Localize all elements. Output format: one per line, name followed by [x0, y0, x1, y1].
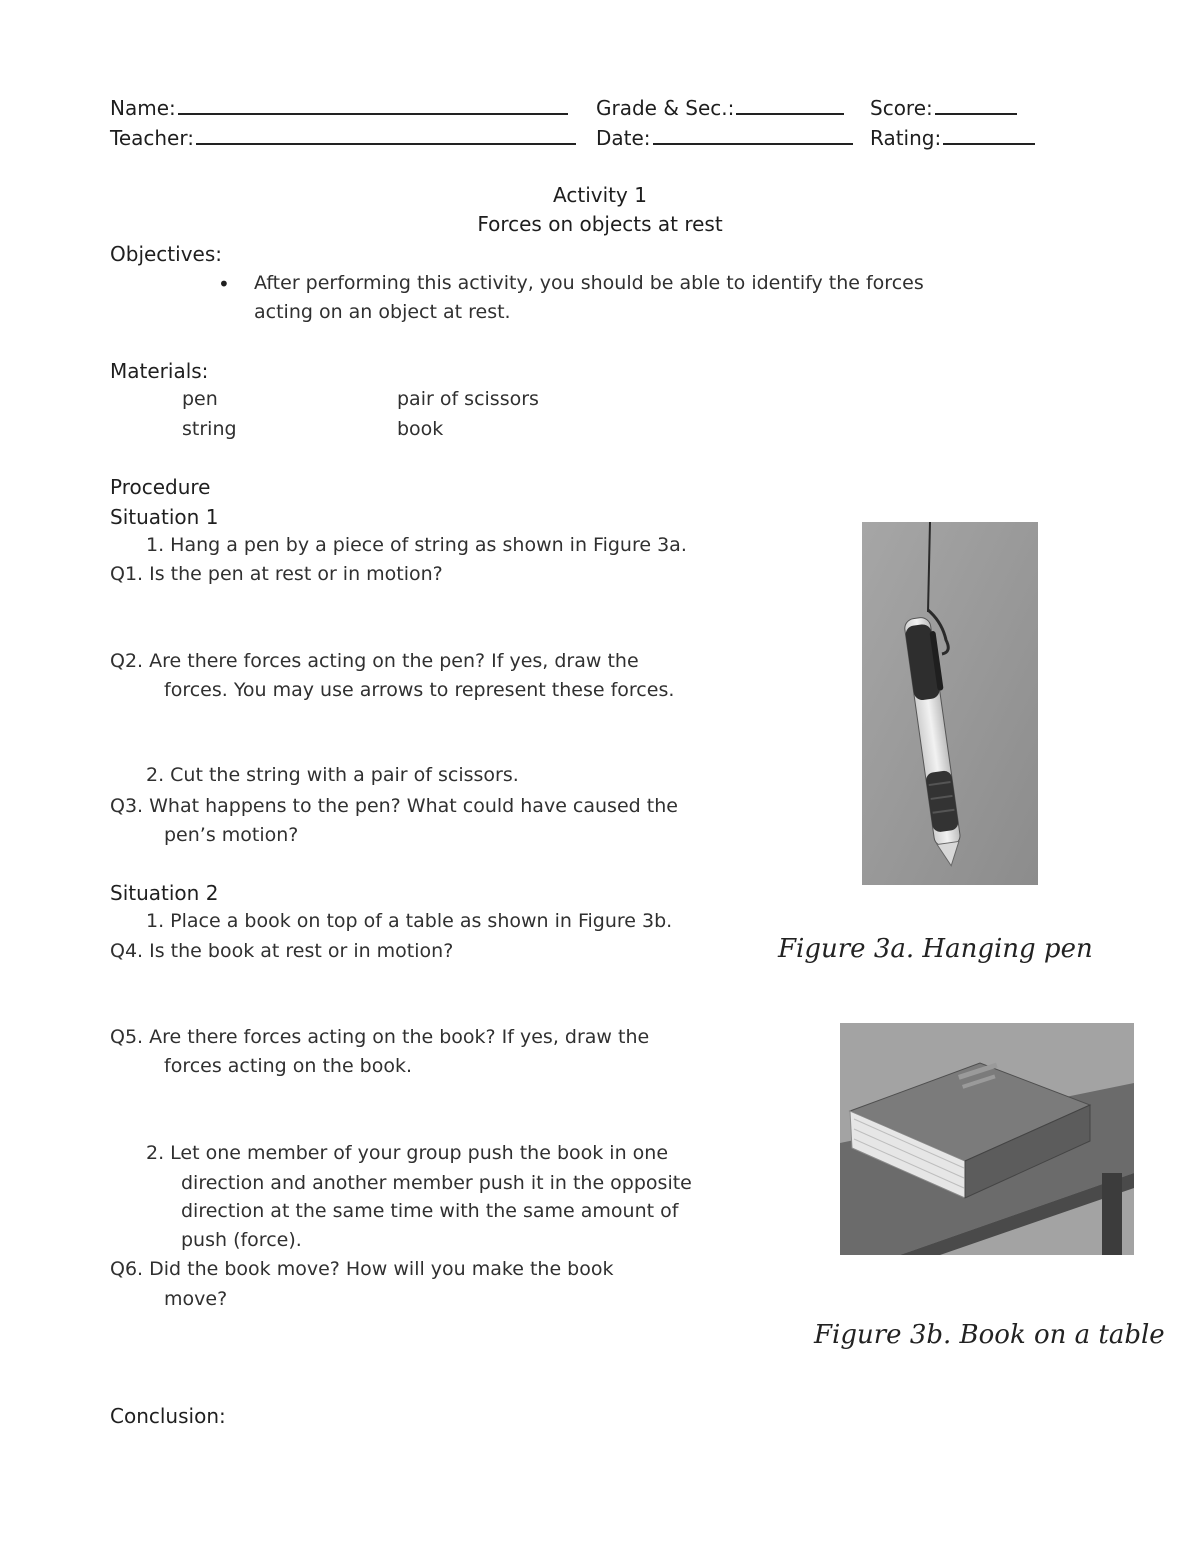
grade-blank[interactable] — [736, 112, 844, 115]
date-blank[interactable] — [653, 142, 853, 145]
score-blank[interactable] — [935, 112, 1017, 115]
materials-heading: Materials: — [110, 359, 209, 383]
rating-label: Rating: — [870, 126, 942, 150]
situation-2-step-2-line-1: 2. Let one member of your group push the book in one — [146, 1142, 669, 1164]
situation-2-step-2-line-3: direction at the same time with the same amount of — [181, 1200, 679, 1222]
question-q6-line-2: move? — [164, 1288, 228, 1310]
question-q2-line-1: Q2. Are there forces acting on the pen? If yes, draw the — [110, 650, 639, 672]
figure-3a-caption: Figure 3a. Hanging pen — [778, 934, 1093, 964]
situation-1-heading: Situation 1 — [110, 505, 219, 529]
question-q5-line-1: Q5. Are there forces acting on the book? If yes, draw the — [110, 1026, 650, 1048]
score-label: Score: — [870, 96, 933, 120]
name-label: Name: — [110, 96, 176, 120]
rating-blank[interactable] — [943, 142, 1035, 145]
question-q4: Q4. Is the book at rest or in motion? — [110, 940, 454, 962]
question-q3-line-2: pen’s motion? — [164, 824, 299, 846]
objective-line-1: After performing this activity, you should be able to identify the forces — [254, 272, 924, 294]
book-on-table-photo — [840, 1023, 1134, 1255]
material-item: string — [182, 418, 237, 440]
bullet-icon: • — [218, 272, 230, 296]
question-q5-line-2: forces acting on the book. — [164, 1055, 413, 1077]
date-label: Date: — [596, 126, 651, 150]
material-item: pair of scissors — [397, 388, 539, 410]
objective-line-2: acting on an object at rest. — [254, 301, 511, 323]
teacher-label: Teacher: — [110, 126, 194, 150]
activity-title: Activity 1 — [553, 183, 647, 207]
material-item: pen — [182, 388, 218, 410]
score-field[interactable] — [870, 96, 1017, 120]
question-q3-line-1: Q3. What happens to the pen? What could have caused the — [110, 795, 678, 817]
situation-2-step-2-line-4: push (force). — [181, 1229, 302, 1251]
teacher-blank[interactable] — [196, 142, 576, 145]
book-on-table-illustration — [840, 1023, 1134, 1255]
situation-1-step-1: 1. Hang a pen by a piece of string as shown in Figure 3a. — [146, 534, 687, 556]
date-field[interactable] — [596, 126, 853, 150]
situation-2-step-2-line-2: direction and another member push it in the opposite — [181, 1172, 692, 1194]
activity-subtitle: Forces on objects at rest — [477, 212, 723, 236]
name-field[interactable] — [110, 96, 568, 120]
grade-field[interactable] — [596, 96, 844, 120]
conclusion-heading: Conclusion: — [110, 1404, 226, 1428]
hanging-pen-photo — [862, 522, 1038, 885]
question-q6-line-1: Q6. Did the book move? How will you make the book — [110, 1258, 614, 1280]
objectives-heading: Objectives: — [110, 242, 222, 266]
teacher-field[interactable] — [110, 126, 576, 150]
hanging-pen-illustration — [862, 522, 1038, 885]
situation-1-step-2: 2. Cut the string with a pair of scissors. — [146, 764, 519, 786]
question-q1: Q1. Is the pen at rest or in motion? — [110, 563, 443, 585]
figure-3b-caption: Figure 3b. Book on a table — [814, 1320, 1165, 1350]
question-q2-line-2: forces. You may use arrows to represent these forces. — [164, 679, 675, 701]
situation-2-step-1: 1. Place a book on top of a table as shown in Figure 3b. — [146, 910, 673, 932]
procedure-heading: Procedure — [110, 475, 211, 499]
material-item: book — [397, 418, 444, 440]
rating-field[interactable] — [870, 126, 1035, 150]
grade-label: Grade & Sec.: — [596, 96, 735, 120]
situation-2-heading: Situation 2 — [110, 881, 219, 905]
name-blank[interactable] — [178, 112, 568, 115]
